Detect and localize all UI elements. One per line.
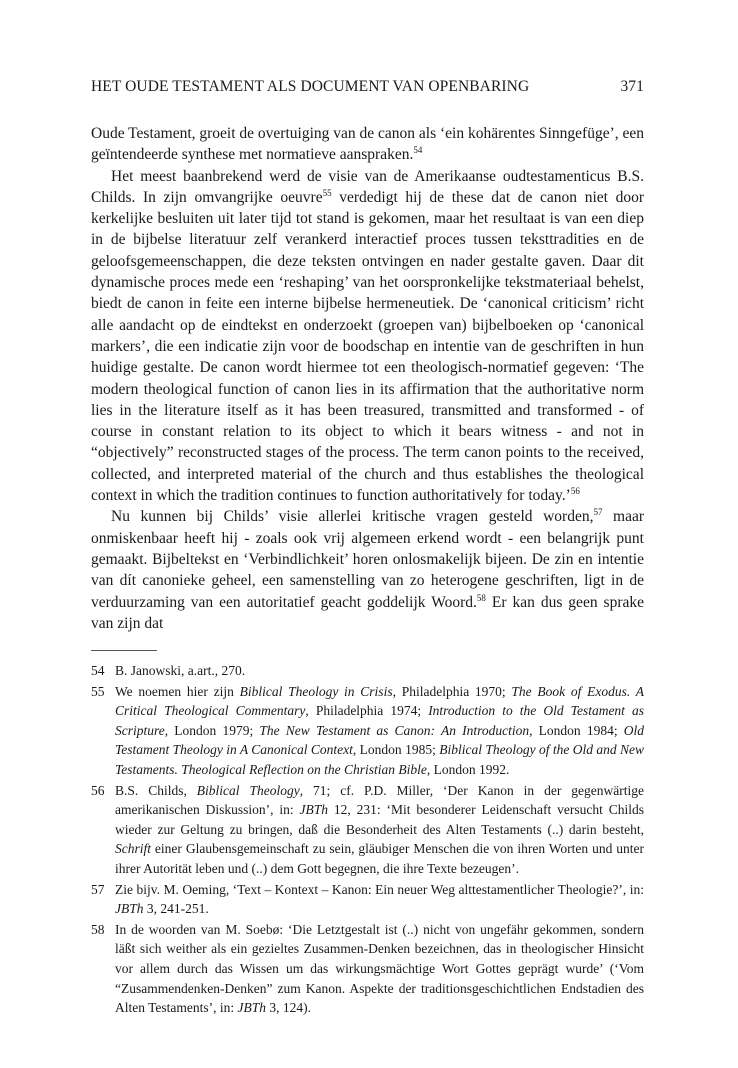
footnote-text: [115, 880, 644, 919]
footnote-56: [91, 781, 644, 879]
fn56-i2: JBTh: [299, 802, 328, 818]
footnote-number: 56: [91, 782, 105, 798]
footnote-57: [91, 880, 644, 919]
fn55-t7: , London 1992.: [426, 761, 510, 777]
footnote-number: 55: [91, 683, 105, 699]
footnote-text: [115, 682, 644, 780]
footnote-54: [91, 661, 644, 681]
footnote-number: 58: [91, 921, 105, 937]
fn55-i5: Old Testament Theology in A Canonical Context: [115, 722, 644, 758]
running-header: [91, 78, 644, 96]
paragraph-2: [91, 166, 644, 507]
footnote-ref-58: 58: [476, 592, 486, 603]
fn58-t2: 3, 124).: [266, 1000, 312, 1016]
footnote-55: [91, 682, 644, 780]
fn55-i2: The Book of Exodus. A Critical Theological Commentary: [115, 683, 644, 719]
fn55-i6: Biblical Theology of the Old and New Testaments. Theological Reflection on the Christian Bible: [115, 742, 644, 777]
fn55-t6: , London 1985;: [352, 742, 440, 758]
main-text: [91, 123, 644, 634]
footnote-separator: [91, 650, 157, 651]
fn56-t4: einer Glaubensgemeinschaft zu sein, gläubiger Menschen die von ihren Worten und unter ihrer Autorität leben und (..) dem Gott begegnen, die ihre Texte bezeugen’.: [115, 841, 644, 876]
page-number: 371: [620, 78, 644, 95]
paragraph-3: [91, 506, 644, 634]
paragraph-2-text-b: verdedigt hij de these dat de canon niet door kerkelijke besluiten uit later tijd tot stand is gekomen, maar het resultaat is van een diep in de bijbelse literatuur zelf verankerd interactief proces tussen teksttradities en de geloofsgemeenschappen, die deze teksten ontvingen en nader gestalte gaven. Daar dit dynamische proces mede een ‘reshaping’ van het oorspronkelijke tekstmateriaal behelst, biedt de canon in feite een interne bijbelse hermeneutiek. De ‘canonical criticism’ richt alle aandacht op de eindtekst en onderzoekt (groepen van) bijbelboeken op ‘canonical markers’, die een indicatie zijn voor de boodschap en intentie van de geschriften in hun huidige gestalte. De canon wordt hiermee tot een theologisch-normatief gegeven: ‘The modern theological function of canon lies in its affirmation that the authoritative norm lies in the literature itself as it has been treasured, transmitted and transformed - of course in constant relation to its object to which it bears witness - and not in “objectively” reconstructed stages of the process. The term canon points to the received, collected, and interpreted material of the church and thus establishes the theological context in which the tradition continues to function authoritatively for today.’: [91, 188, 644, 505]
fn55-t4: , London 1979;: [164, 722, 260, 738]
footnote-ref-57: 57: [593, 507, 603, 518]
footnote-ref-54: 54: [413, 145, 423, 156]
fn56-t2: , 71; cf. P.D. Miller, ‘Der Kanon in der gegenwärtige amerikanischen Diskussion’, in:: [115, 782, 644, 818]
fn55-t2: , Philadelphia 1970;: [392, 683, 512, 699]
footnote-text: [115, 920, 644, 1018]
fn56-i1: Biblical Theology: [196, 782, 300, 798]
footnote-text: [115, 781, 644, 879]
fn55-t5: , London 1984;: [529, 722, 624, 738]
fn57-i1: JBTh: [115, 901, 144, 917]
footnote-number: 54: [91, 663, 105, 678]
fn55-t3: , Philadelphia 1974;: [305, 703, 429, 719]
footnote-number: 57: [91, 881, 105, 897]
paragraph-3-text-a: Nu kunnen bij Childs’ visie allerlei kritische vragen gesteld worden,: [111, 508, 594, 526]
paragraph-2-text-a: Het meest baanbrekend werd de visie van de Amerikaanse oudtestamenticus B.S. Childs. In zijn omvangrijke oeuvre: [91, 167, 644, 206]
fn55-i1: Biblical Theology in Crisis: [239, 683, 393, 699]
fn55-i3: Introduction to the Old Testament as Scripture: [115, 703, 644, 738]
fn58-t1: In de woorden van M. Soebø: ‘Die Letztgestalt ist (..) nicht von ungefähr gekommen, sondern läßt sich weither als ein gezieltes Zusammen-Denken bezeichnen, das in theologischer Hinsicht vor allem durch das Wissen um das wirkungsmächtige Wort Gottes geprägt wurde’ (‘Vom “Zusammendenken-Denken” zum Kanon. Aspekte der traditionsgeschichtlichen Endstadien des Alten Testaments’, in:: [115, 921, 644, 1016]
fn55-i4: The New Testament as Canon: An Introduction: [259, 722, 530, 738]
fn56-t1: B.S. Childs,: [115, 782, 197, 798]
paragraph-1-text: Oude Testament, groeit de overtuiging van de canon als ‘ein kohärentes Sinngefüge’, een geïntendeerde synthese met normatieve aanspraken.: [91, 125, 645, 164]
footnotes: [91, 661, 644, 1019]
paragraph-1: [91, 123, 644, 166]
paragraph-3-text-b: maar onmiskenbaar heeft hij - zoals ook vrij algemeen erkend wordt - een belangrijk punt gemaakt. Bijbeltekst en ‘Verbindlichkeit’ horen onlosmakelijk bijeen. De zin en intentie van dít canonieke geheel, een samenstelling van zo heterogene geschriften, ligt in de verduurzaming van een autoritatief geacht goddelijk Woord.: [91, 508, 644, 611]
footnote-ref-56: 56: [570, 486, 580, 497]
footnote-58: [91, 920, 644, 1018]
fn56-t3: 12, 231: ‘Mit besonderer Leidenschaft versucht Childs wieder zur Geltung zu bringen, daß die Besonderheit des Alten Testaments (..) darin besteht,: [115, 802, 644, 837]
running-title: HET OUDE TESTAMENT ALS DOCUMENT VAN OPENBARING: [91, 78, 530, 95]
fn57-t2: 3, 241-251.: [143, 901, 209, 917]
fn56-i3: Schrift: [115, 841, 151, 857]
footnote-ref-55: 55: [322, 187, 332, 198]
paragraph-3-text-c: Er kan dus geen sprake van zijn dat: [91, 593, 644, 632]
footnote-text: B. Janowski, a.art., 270.: [115, 663, 246, 678]
fn57-t1: Zie bijv. M. Oeming, ‘Text – Kontext – Kanon: Ein neuer Weg alttestamentlicher Theologie?’, in:: [115, 881, 644, 897]
fn55-t1: We noemen hier zijn: [115, 683, 240, 699]
fn58-i1: JBTh: [237, 1000, 267, 1016]
